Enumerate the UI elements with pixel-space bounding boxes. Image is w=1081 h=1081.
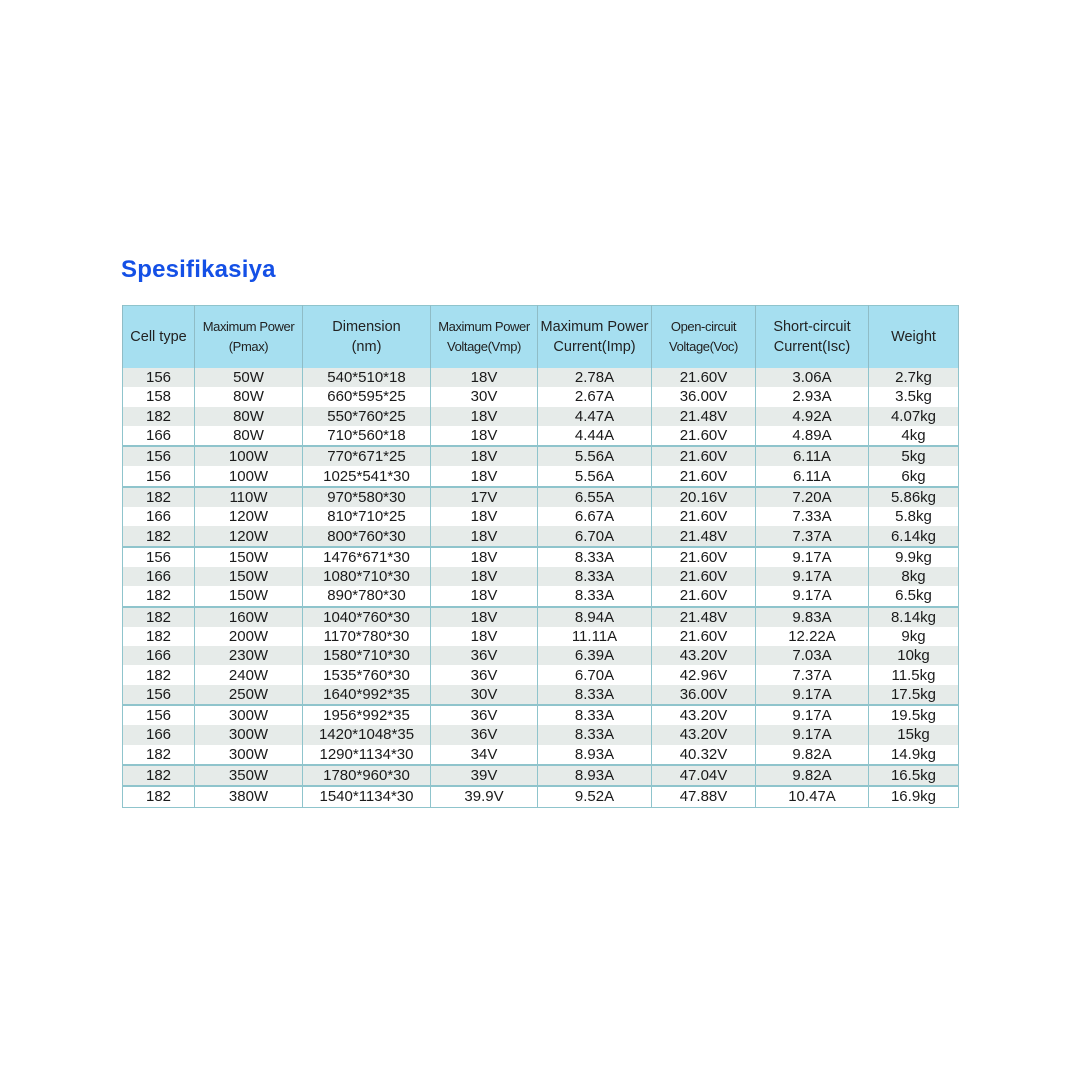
cell-isc: 7.37A	[756, 526, 869, 546]
cell-imp: 8.33A	[538, 586, 652, 606]
table-row	[123, 368, 959, 387]
cell-voc: 40.32V	[652, 745, 756, 765]
cell-voc: 21.60V	[652, 567, 756, 586]
cell-dimension: 660*595*25	[303, 387, 431, 406]
cell-voc: 21.48V	[652, 407, 756, 426]
cell-isc: 7.33A	[756, 507, 869, 526]
cell-vmp: 39.9V	[431, 786, 538, 807]
cell-cell-type: 182	[123, 586, 195, 606]
cell-imp: 6.67A	[538, 507, 652, 526]
cell-isc: 9.17A	[756, 705, 869, 725]
cell-max-power: 50W	[195, 368, 303, 387]
cell-weight: 14.9kg	[869, 745, 959, 765]
cell-weight: 10kg	[869, 646, 959, 665]
cell-voc: 43.20V	[652, 725, 756, 744]
cell-cell-type: 182	[123, 765, 195, 786]
cell-isc: 9.17A	[756, 586, 869, 606]
cell-max-power: 160W	[195, 607, 303, 627]
cell-weight: 2.7kg	[869, 368, 959, 387]
cell-cell-type: 182	[123, 526, 195, 546]
cell-isc: 6.11A	[756, 466, 869, 486]
cell-cell-type: 156	[123, 685, 195, 705]
cell-isc: 9.17A	[756, 725, 869, 744]
cell-weight: 16.9kg	[869, 786, 959, 807]
cell-cell-type: 166	[123, 646, 195, 665]
cell-isc: 9.82A	[756, 765, 869, 786]
cell-imp: 8.93A	[538, 745, 652, 765]
cell-dimension: 800*760*30	[303, 526, 431, 546]
table-row	[123, 705, 959, 725]
cell-max-power: 150W	[195, 567, 303, 586]
cell-dimension: 710*560*18	[303, 426, 431, 446]
cell-isc: 10.47A	[756, 786, 869, 807]
table-row	[123, 526, 959, 546]
cell-imp: 4.47A	[538, 407, 652, 426]
cell-imp: 8.94A	[538, 607, 652, 627]
cell-dimension: 970*580*30	[303, 487, 431, 507]
cell-max-power: 240W	[195, 665, 303, 684]
header-line-1: Open-circuit	[670, 319, 737, 334]
cell-cell-type: 182	[123, 407, 195, 426]
header-line-2: Current(Imp)	[553, 339, 636, 355]
cell-imp: 8.33A	[538, 685, 652, 705]
cell-vmp: 36V	[431, 646, 538, 665]
cell-vmp: 18V	[431, 368, 538, 387]
cell-weight: 9kg	[869, 627, 959, 646]
cell-max-power: 200W	[195, 627, 303, 646]
cell-isc: 6.11A	[756, 446, 869, 466]
cell-weight: 5.86kg	[869, 487, 959, 507]
cell-max-power: 230W	[195, 646, 303, 665]
table-row	[123, 487, 959, 507]
header-weight	[869, 306, 959, 369]
cell-isc: 4.92A	[756, 407, 869, 426]
header-voc	[652, 306, 756, 369]
cell-max-power: 350W	[195, 765, 303, 786]
cell-voc: 21.60V	[652, 426, 756, 446]
cell-vmp: 18V	[431, 507, 538, 526]
cell-voc: 21.60V	[652, 586, 756, 606]
cell-dimension: 1780*960*30	[303, 765, 431, 786]
cell-max-power: 300W	[195, 745, 303, 765]
table-row	[123, 786, 959, 807]
cell-vmp: 18V	[431, 547, 538, 567]
cell-voc: 21.60V	[652, 368, 756, 387]
cell-vmp: 18V	[431, 526, 538, 546]
cell-isc: 7.03A	[756, 646, 869, 665]
table-row	[123, 725, 959, 744]
cell-imp: 2.67A	[538, 387, 652, 406]
cell-dimension: 1290*1134*30	[303, 745, 431, 765]
cell-voc: 21.60V	[652, 466, 756, 486]
table-row	[123, 407, 959, 426]
cell-vmp: 18V	[431, 567, 538, 586]
header-isc	[756, 306, 869, 369]
cell-imp: 8.33A	[538, 567, 652, 586]
table-row	[123, 446, 959, 466]
cell-max-power: 150W	[195, 586, 303, 606]
header-max-power	[195, 306, 303, 369]
cell-imp: 8.33A	[538, 547, 652, 567]
cell-dimension: 890*780*30	[303, 586, 431, 606]
cell-cell-type: 158	[123, 387, 195, 406]
cell-weight: 9.9kg	[869, 547, 959, 567]
cell-isc: 9.17A	[756, 685, 869, 705]
cell-isc: 12.22A	[756, 627, 869, 646]
header-line-2: Current(Isc)	[773, 339, 851, 355]
cell-cell-type: 182	[123, 487, 195, 507]
cell-voc: 36.00V	[652, 387, 756, 406]
cell-imp: 8.93A	[538, 765, 652, 786]
cell-weight: 17.5kg	[869, 685, 959, 705]
cell-vmp: 18V	[431, 407, 538, 426]
cell-cell-type: 182	[123, 786, 195, 807]
cell-vmp: 30V	[431, 685, 538, 705]
table-row	[123, 466, 959, 486]
cell-max-power: 300W	[195, 725, 303, 744]
cell-voc: 21.60V	[652, 627, 756, 646]
cell-vmp: 18V	[431, 466, 538, 486]
table-row	[123, 567, 959, 586]
cell-voc: 21.60V	[652, 547, 756, 567]
cell-vmp: 39V	[431, 765, 538, 786]
cell-weight: 8.14kg	[869, 607, 959, 627]
cell-dimension: 1540*1134*30	[303, 786, 431, 807]
cell-voc: 21.60V	[652, 507, 756, 526]
cell-dimension: 1535*760*30	[303, 665, 431, 684]
cell-weight: 8kg	[869, 567, 959, 586]
cell-imp: 2.78A	[538, 368, 652, 387]
header-line-2: Voltage(Voc)	[669, 339, 738, 354]
cell-weight: 6.14kg	[869, 526, 959, 546]
table-row	[123, 765, 959, 786]
cell-voc: 36.00V	[652, 685, 756, 705]
table-row	[123, 547, 959, 567]
cell-isc: 2.93A	[756, 387, 869, 406]
cell-isc: 9.17A	[756, 547, 869, 567]
cell-vmp: 36V	[431, 705, 538, 725]
table-row	[123, 665, 959, 684]
cell-dimension: 540*510*18	[303, 368, 431, 387]
table-row	[123, 507, 959, 526]
header-line-2: Voltage(Vmp)	[447, 339, 521, 354]
table-row	[123, 685, 959, 705]
cell-voc: 21.48V	[652, 526, 756, 546]
cell-max-power: 150W	[195, 547, 303, 567]
cell-dimension: 1080*710*30	[303, 567, 431, 586]
cell-cell-type: 182	[123, 627, 195, 646]
header-line-1: Maximum Power	[438, 319, 530, 334]
header-line-1: Cell type	[130, 329, 187, 345]
cell-dimension: 1580*710*30	[303, 646, 431, 665]
cell-isc: 3.06A	[756, 368, 869, 387]
cell-cell-type: 182	[123, 665, 195, 684]
cell-weight: 4kg	[869, 426, 959, 446]
table-header-row	[123, 306, 959, 369]
cell-max-power: 120W	[195, 507, 303, 526]
cell-voc: 42.96V	[652, 665, 756, 684]
header-line-1: Weight	[891, 329, 936, 345]
cell-cell-type: 166	[123, 507, 195, 526]
cell-voc: 20.16V	[652, 487, 756, 507]
cell-max-power: 380W	[195, 786, 303, 807]
cell-imp: 6.70A	[538, 665, 652, 684]
cell-max-power: 120W	[195, 526, 303, 546]
cell-cell-type: 166	[123, 567, 195, 586]
cell-imp: 9.52A	[538, 786, 652, 807]
header-line-2: (Pmax)	[228, 339, 269, 354]
cell-cell-type: 166	[123, 725, 195, 744]
header-imp	[538, 306, 652, 369]
cell-cell-type: 182	[123, 745, 195, 765]
cell-vmp: 18V	[431, 586, 538, 606]
cell-imp: 6.39A	[538, 646, 652, 665]
cell-dimension: 1170*780*30	[303, 627, 431, 646]
cell-voc: 21.48V	[652, 607, 756, 627]
cell-weight: 3.5kg	[869, 387, 959, 406]
table-row	[123, 387, 959, 406]
table-row	[123, 586, 959, 606]
cell-isc: 9.82A	[756, 745, 869, 765]
cell-isc: 4.89A	[756, 426, 869, 446]
header-line-2: (nm)	[351, 339, 382, 355]
cell-voc: 47.88V	[652, 786, 756, 807]
cell-cell-type: 182	[123, 607, 195, 627]
cell-isc: 7.37A	[756, 665, 869, 684]
cell-max-power: 250W	[195, 685, 303, 705]
cell-cell-type: 156	[123, 705, 195, 725]
cell-dimension: 810*710*25	[303, 507, 431, 526]
cell-imp: 8.33A	[538, 725, 652, 744]
cell-weight: 4.07kg	[869, 407, 959, 426]
cell-dimension: 550*760*25	[303, 407, 431, 426]
cell-imp: 5.56A	[538, 446, 652, 466]
header-cell-type	[123, 306, 195, 369]
cell-isc: 9.83A	[756, 607, 869, 627]
cell-dimension: 1640*992*35	[303, 685, 431, 705]
header-line-1: Maximum Power	[540, 319, 649, 335]
cell-vmp: 18V	[431, 607, 538, 627]
cell-weight: 6kg	[869, 466, 959, 486]
cell-voc: 47.04V	[652, 765, 756, 786]
cell-max-power: 80W	[195, 387, 303, 406]
cell-cell-type: 156	[123, 466, 195, 486]
cell-max-power: 100W	[195, 466, 303, 486]
cell-cell-type: 156	[123, 368, 195, 387]
page-title: Spesifikasiya	[121, 256, 276, 283]
header-line-1: Dimension	[332, 319, 401, 335]
table-row	[123, 426, 959, 446]
table-row	[123, 607, 959, 627]
cell-imp: 6.70A	[538, 526, 652, 546]
cell-max-power: 80W	[195, 407, 303, 426]
cell-vmp: 36V	[431, 725, 538, 744]
cell-dimension: 1420*1048*35	[303, 725, 431, 744]
header-line-1: Maximum Power	[202, 319, 295, 334]
cell-voc: 43.20V	[652, 705, 756, 725]
table-row	[123, 627, 959, 646]
cell-vmp: 17V	[431, 487, 538, 507]
cell-vmp: 34V	[431, 745, 538, 765]
cell-isc: 9.17A	[756, 567, 869, 586]
cell-max-power: 80W	[195, 426, 303, 446]
cell-vmp: 30V	[431, 387, 538, 406]
cell-weight: 5.8kg	[869, 507, 959, 526]
cell-isc: 7.20A	[756, 487, 869, 507]
cell-dimension: 1025*541*30	[303, 466, 431, 486]
table-row	[123, 646, 959, 665]
header-vmp	[431, 306, 538, 369]
cell-dimension: 1040*760*30	[303, 607, 431, 627]
cell-max-power: 300W	[195, 705, 303, 725]
header-line-1: Short-circuit	[773, 319, 851, 335]
header-dimension	[303, 306, 431, 369]
cell-dimension: 1956*992*35	[303, 705, 431, 725]
cell-dimension: 1476*671*30	[303, 547, 431, 567]
cell-weight: 6.5kg	[869, 586, 959, 606]
cell-imp: 11.11A	[538, 627, 652, 646]
table-body	[123, 368, 959, 807]
cell-imp: 6.55A	[538, 487, 652, 507]
cell-vmp: 18V	[431, 627, 538, 646]
cell-weight: 5kg	[869, 446, 959, 466]
cell-imp: 8.33A	[538, 705, 652, 725]
cell-max-power: 110W	[195, 487, 303, 507]
cell-imp: 5.56A	[538, 466, 652, 486]
cell-voc: 43.20V	[652, 646, 756, 665]
table-row	[123, 745, 959, 765]
cell-voc: 21.60V	[652, 446, 756, 466]
cell-cell-type: 166	[123, 426, 195, 446]
cell-vmp: 36V	[431, 665, 538, 684]
cell-imp: 4.44A	[538, 426, 652, 446]
cell-weight: 15kg	[869, 725, 959, 744]
cell-cell-type: 156	[123, 547, 195, 567]
cell-cell-type: 156	[123, 446, 195, 466]
cell-max-power: 100W	[195, 446, 303, 466]
cell-vmp: 18V	[431, 426, 538, 446]
cell-vmp: 18V	[431, 446, 538, 466]
cell-weight: 19.5kg	[869, 705, 959, 725]
specification-table	[122, 305, 959, 808]
cell-dimension: 770*671*25	[303, 446, 431, 466]
cell-weight: 16.5kg	[869, 765, 959, 786]
cell-weight: 11.5kg	[869, 665, 959, 684]
